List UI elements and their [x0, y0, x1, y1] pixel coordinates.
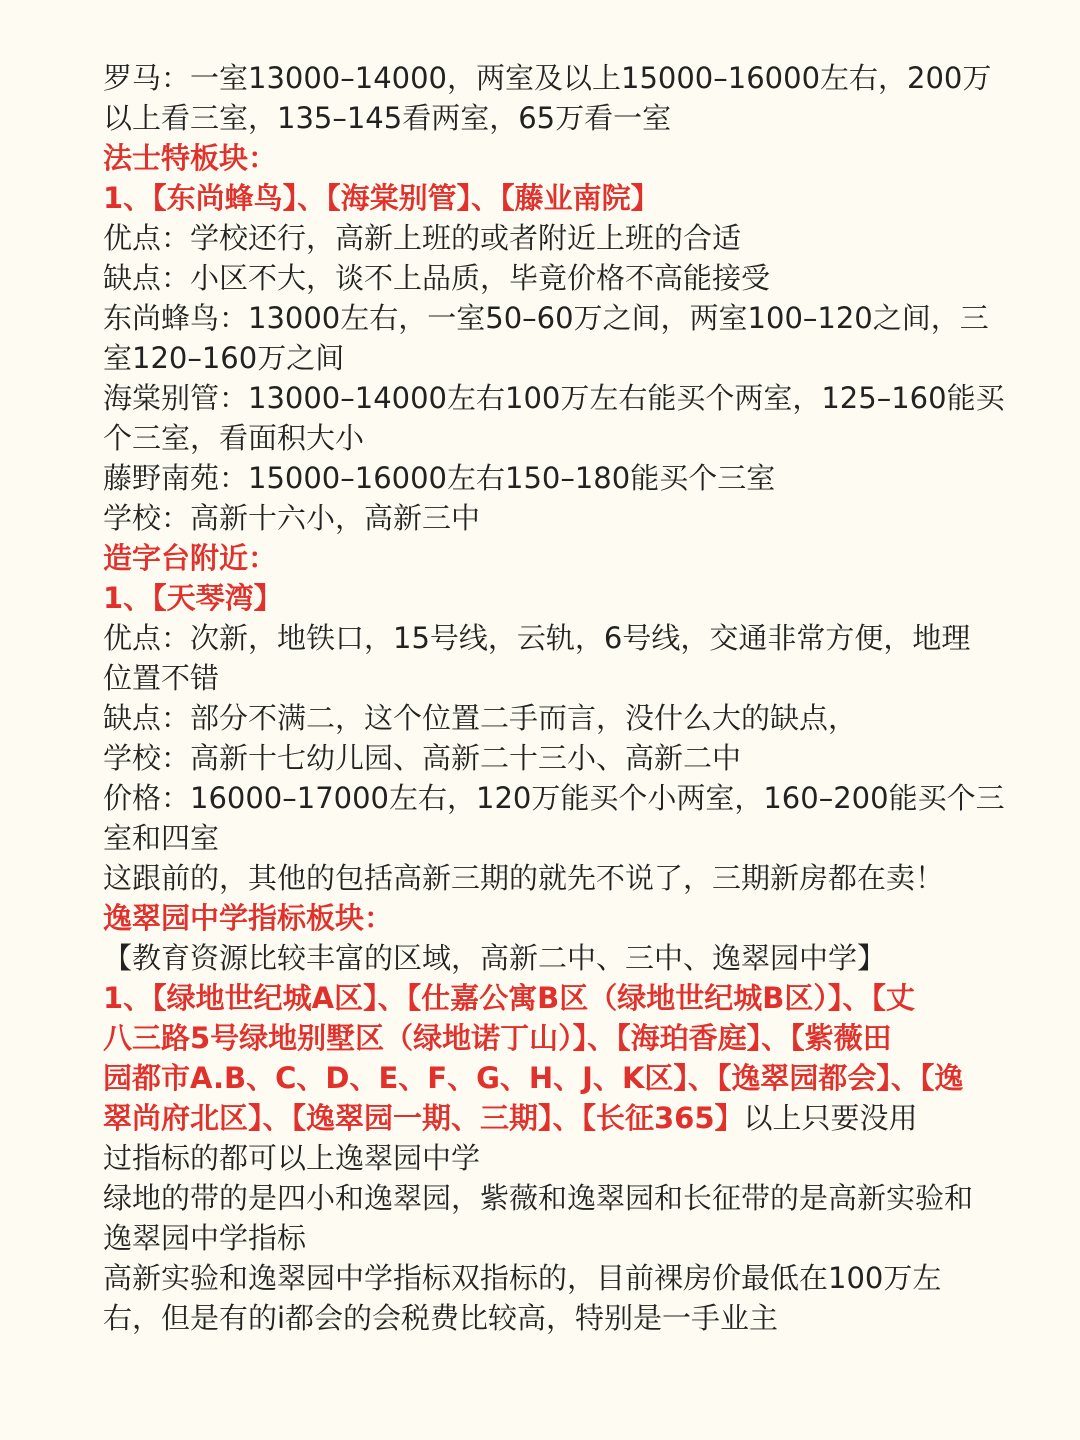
text-line-pros-1: 优点：学校还行，高新上班的或者附近上班的合适: [103, 221, 742, 255]
listing-line-yicuiyuan-3: 园都市A.B、C、D、E、F、G、H、J、K区】、【逸翠园都会】、【逸: [103, 1061, 964, 1095]
text-line-price-2b: 室和四室: [103, 821, 220, 855]
listing-line-yicuiyuan-4-red: 翠尚府北区】、【逸翠园一期、三期】、【长征365】: [103, 1101, 744, 1135]
listing-line-yicuiyuan-4-tail: 以上只要没用: [743, 1101, 918, 1135]
text-line-price-3b: 右，但是有的i都会的会税费比较高，特别是一手业主: [103, 1301, 779, 1335]
text-line-note: 这跟前的，其他的包括高新三期的就先不说了，三期新房都在卖！: [103, 861, 945, 895]
text-line-haitang-1: 海棠别管：13000–14000左右100万左右能买个两室，125–160能买: [103, 381, 1005, 415]
text-line-1: 罗马：一室13000–14000，两室及以上15000–16000左右，200万: [103, 61, 992, 95]
text-line-price-3a: 高新实验和逸翠园中学指标双指标的，目前裸房价最低在100万左: [103, 1261, 942, 1295]
listing-line-yicuiyuan-4: [103, 1098, 990, 1138]
listing-line-yicuiyuan-1: 1、【绿地世纪城A区】、【仕嘉公寓B区（绿地世纪城B区）】、【丈: [103, 981, 915, 1015]
text-line-dongshang-2: 室120–160万之间: [103, 341, 345, 375]
text-line-haitang-2: 个三室，看面积大小: [103, 421, 365, 455]
listing-line-yicuiyuan-2: 八三路5号绿地别墅区（绿地诺丁山）】、【海珀香庭】、【紫薇田: [103, 1021, 892, 1055]
text-line-pros-2b: 位置不错: [103, 661, 220, 695]
text-line-dongshang-1: 东尚蜂鸟：13000左右，一室50–60万之间，两室100–120之间，三: [103, 301, 989, 335]
text-line-education: 【教育资源比较丰富的区域，高新二中、三中、逸翠园中学】: [103, 941, 887, 975]
text-line-pros-2a: 优点：次新，地铁口，15号线，云轨，6号线，交通非常方便，地理: [103, 621, 971, 655]
section-heading-yicuiyuan: 逸翠园中学指标板块：: [103, 901, 394, 935]
listing-line-fashite: 1、【东尚蜂鸟】、【海棠别管】、【藤业南院】: [103, 181, 660, 215]
text-line-lvdi-1: 绿地的带的是四小和逸翠园，紫薇和逸翠园和长征带的是高新实验和: [103, 1181, 974, 1215]
text-line-school-2: 学校：高新十七幼儿园、高新二十三小、高新二中: [103, 741, 742, 775]
listing-line-tianqinwan: 1、【天琴湾】: [103, 581, 283, 615]
text-line-cons-1: 缺点：小区不大，谈不上品质，毕竟价格不高能接受: [103, 261, 771, 295]
section-heading-zaozitai: 造字台附近：: [103, 541, 278, 575]
text-line-cons-2: 缺点：部分不满二，这个位置二手而言，没什么大的缺点，: [103, 701, 858, 735]
text-line-school-1: 学校：高新十六小，高新三中: [103, 501, 481, 535]
section-heading-fashite: 法士特板块：: [103, 141, 278, 175]
text-line-indicator: 过指标的都可以上逸翠园中学: [103, 1141, 481, 1175]
text-line-price-2a: 价格：16000–17000左右，120万能买个小两室，160–200能买个三: [103, 781, 1005, 815]
text-line-lvdi-2: 逸翠园中学指标: [103, 1221, 307, 1255]
text-line-2: 以上看三室，135–145看两室，65万看一室: [103, 101, 672, 135]
text-line-tengye: 藤野南苑：15000–16000左右150–180能买个三室: [103, 461, 776, 495]
